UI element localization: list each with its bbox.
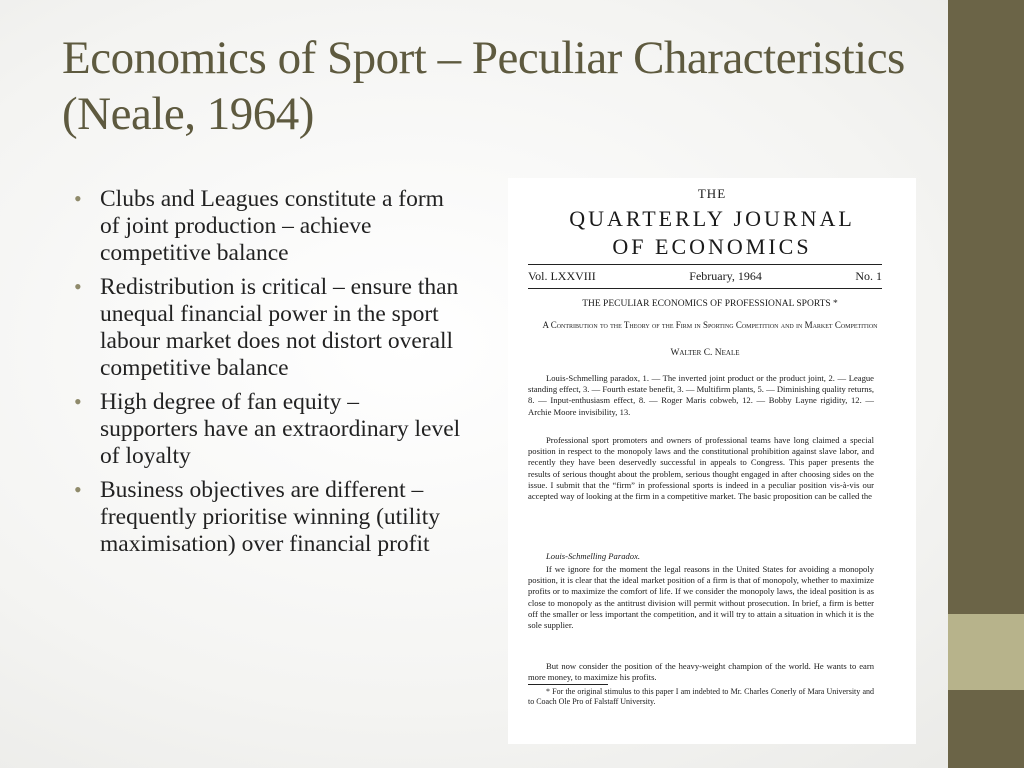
journal-issue-meta [528, 269, 882, 284]
bullet-item [72, 186, 462, 267]
footnote-rule [528, 684, 608, 685]
article-section-heading: Louis-Schmelling Paradox. [546, 551, 641, 561]
article-subtitle: A Contribution to the Theory of the Firm in Sporting Competition and in Market Competition [542, 320, 878, 330]
bullet-text: Business objectives are different – frequently prioritise winning (utility maximisation) over financial profit [100, 477, 441, 557]
bullet-text: Redistribution is critical – ensure than unequal financial power in the sport labour market does not distort overall competitive balance [100, 274, 459, 381]
bullet-dot-icon: • [74, 477, 82, 502]
bullet-dot-icon: • [74, 186, 82, 211]
bullet-item [72, 477, 462, 558]
journal-page-image [508, 178, 916, 744]
bullet-dot-icon: • [74, 389, 82, 414]
bullet-text: Clubs and Leagues constitute a form of joint production – achieve competitive balance [100, 186, 444, 266]
journal-date: February, 1964 [689, 269, 762, 283]
article-paragraph: Professional sport promoters and owners of professional teams have long claimed a special position in respect to the monopoly laws and the constitutional prohibition against slave labor, and recently they have been deservedly successful in appeals to Congress. This paper presents the results of serious thought about the problem, serious thought engaged in after choosing sides on the issue. I submit that the “firm” in professional sports is indeed in a peculiar position vis-à-vis our accepted way of looking at the firm in a competitive market. The basic proposition can be called the [528, 435, 874, 502]
bullet-text: High degree of fan equity – supporters have an extraordinary level of loyalty [100, 389, 461, 469]
article-author: Walter C. Neale [670, 348, 740, 358]
bullet-list [72, 186, 462, 565]
journal-volume: Vol. LXXVIII [528, 269, 596, 283]
article-footnote: * For the original stimulus to this paper I am indebted to Mr. Charles Conerly of Mara University and to Coach Ole Pro of Falstaff University. [528, 687, 874, 706]
bullet-item [72, 274, 462, 382]
article-title: THE PECULIAR ECONOMICS OF PROFESSIONAL SPORTS * [582, 299, 838, 309]
journal-the: THE [697, 186, 727, 201]
decorative-side-accent [948, 614, 1024, 690]
journal-name-line2: OF ECONOMICS [612, 234, 812, 259]
journal-number: No. 1 [855, 269, 882, 283]
journal-rule [528, 288, 882, 289]
journal-rule [528, 264, 882, 265]
article-contents: Louis-Schmelling paradox, 1. — The inverted joint product or the product joint, 2. — League standing effect, 3. — Fourth estate benefit, 3. — Multifirm plants, 5. — Diminishing quality returns, 8. — Input-enthusiasm effect, 8. — Roger Maris cobweb, 12. — Bobby Layne rigidity, 12. — Archie Moore invisibility, 13. [528, 373, 874, 417]
bullet-dot-icon: • [74, 274, 82, 299]
bullet-item [72, 389, 462, 470]
slide-title: Economics of Sport – Peculiar Characteristics (Neale, 1964) [62, 32, 905, 140]
article-paragraph: But now consider the position of the heavy-weight champion of the world. He wants to earn more money, to maximize his profits. [528, 661, 874, 683]
article-paragraph: If we ignore for the moment the legal reasons in the United States for avoiding a monopoly position, it is clear that the ideal market position of a firm is that of monopoly, whether to maximize profits or to maximize the comfort of life. If we consider the monopoly laws, the ideal position is as close to monopoly as the antitrust division will permit without prosecution. In brief, a firm is better off the smaller or less important the competition, and it will try to attain a situation in which it is the sole supplier. [528, 564, 874, 631]
journal-name-line1: QUARTERLY JOURNAL [569, 206, 855, 231]
